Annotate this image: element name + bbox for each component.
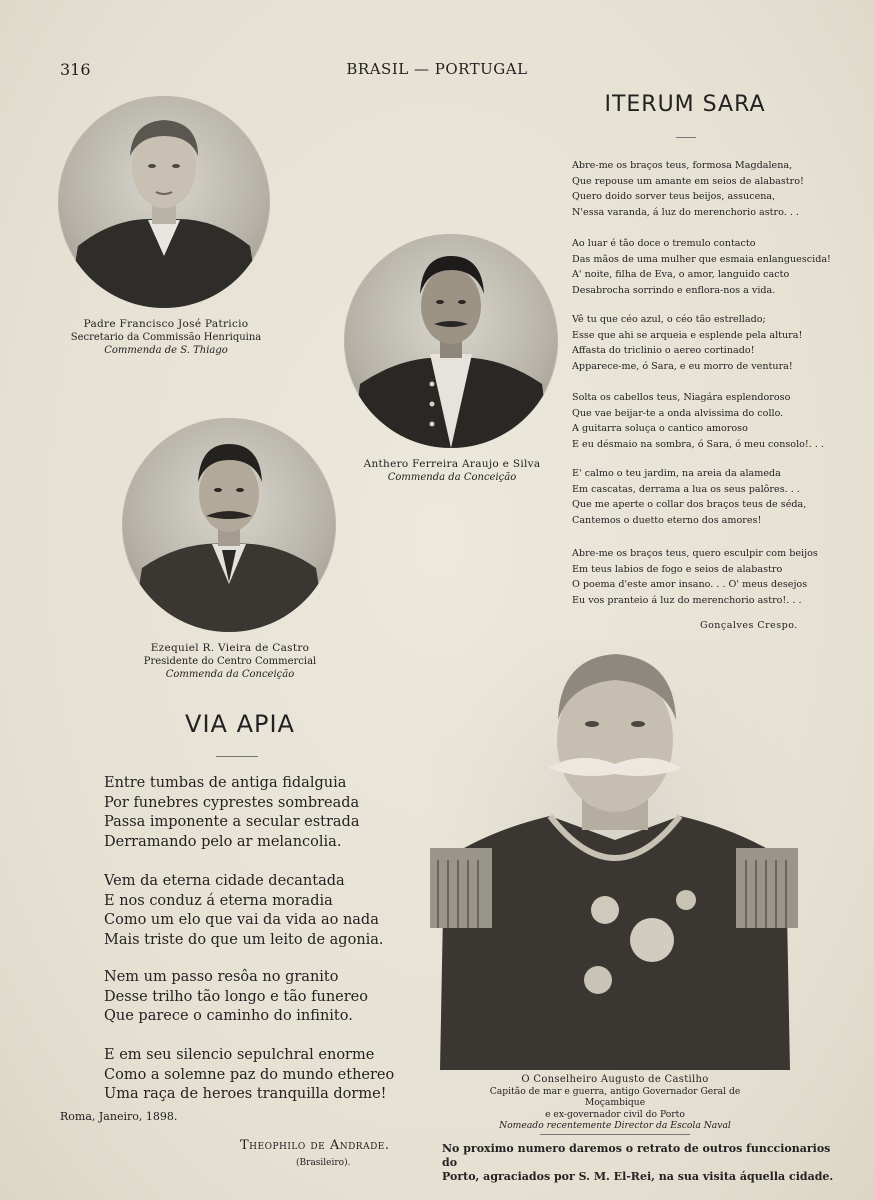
caption-role: Presidente do Centro Commercial	[143, 656, 317, 667]
verse-line: E' calmo o teu jardim, na areia da alameda	[572, 468, 781, 479]
caption-award: Commenda da Conceição	[387, 472, 517, 483]
portrait-ezequiel	[122, 418, 336, 632]
caption-name: Padre Francisco José Patricio	[83, 318, 249, 330]
caption-name: Ezequiel R. Vieira de Castro	[150, 642, 310, 654]
verse-line: E nos conduz á eterna moradia	[104, 892, 333, 909]
verse-line: Ao luar é tão doce o tremulo contacto	[572, 238, 756, 249]
verse-line: Desabrocha sorrindo e enflora-nos a vida.	[572, 284, 776, 296]
caption-role: Secretario da Commissão Henriquina	[70, 332, 262, 343]
verse-line: Que me aperte o collar dos braços teus de séda,	[572, 499, 807, 510]
verse-line: Que repouse um amante em seios de alabastro!	[572, 175, 804, 187]
verse-line: Que parece o caminho do infinito.	[104, 1008, 353, 1025]
caption-castilho	[470, 1074, 760, 1132]
verse-line: Vê tu que céo azul, o céo tão estrellado;	[572, 314, 766, 325]
caption-award: Nomeado recentemente Director da Escola Naval	[499, 1120, 731, 1131]
verse-line: Nem um passo resôa no granito	[104, 969, 339, 985]
apia-stanza-3	[104, 968, 404, 1027]
verse-line: Abre-me os braços teus, quero esculpir com beijos	[572, 548, 818, 559]
verse-line: Cantemos o duetto eterno dos amores!	[572, 514, 762, 526]
verse-line: Entre tumbas de antiga fidalguia	[104, 775, 347, 791]
sara-stanza-2	[572, 236, 831, 298]
verse-line: Apparece-me, ó Sara, e eu morro de ventura!	[572, 360, 793, 372]
verse-line: E em seu silencio sepulchral enorme	[104, 1047, 375, 1063]
caption-award: Commenda da Conceição	[165, 669, 295, 680]
apia-stanza-1	[104, 774, 404, 852]
verse-line: Eu vos pranteio á luz do merenchorio astro!. . .	[572, 594, 802, 606]
caption-name: Anthero Ferreira Araujo e Silva	[363, 458, 541, 470]
verse-line: Uma raça de heroes tranquilla dorme!	[104, 1086, 387, 1103]
sara-author: Gonçalves Crespo.	[700, 620, 798, 631]
verse-line: Por funebres cyprestes sombreada	[104, 794, 360, 811]
portrait-anthero-image	[344, 234, 558, 448]
verse-line: N'essa varanda, á luz do merenchorio astro. . .	[572, 206, 799, 218]
verse-line: Esse que ahi se arqueia e esplende pela altura!	[572, 329, 803, 341]
apia-stanza-2	[104, 872, 404, 950]
via-apia-title: VIA APIA	[185, 710, 295, 738]
portrait-patricio	[58, 96, 270, 308]
verse-line: Vem da eterna cidade decantada	[104, 873, 345, 889]
verse-line: O poema d'este amor insano. . . O' meus desejos	[572, 579, 808, 590]
portrait-ezequiel-image	[122, 418, 336, 632]
verse-line: Passa imponente a secular estrada	[104, 814, 360, 831]
caption-name: O Conselheiro Augusto de Castilho	[521, 1074, 709, 1085]
verse-line: Desse trilho tão longo e tão funereo	[104, 988, 368, 1005]
page-number: 316	[60, 60, 91, 79]
verse-line: A' noite, filha de Eva, o amor, languido cacto	[572, 269, 790, 280]
notice-line: No proximo numero daremos o retrato de outros funccionarios do	[442, 1142, 831, 1169]
notice-divider	[540, 1134, 690, 1135]
caption-award: Commenda de S. Thiago	[104, 345, 228, 356]
caption-ezequiel	[122, 642, 338, 681]
next-issue-notice	[442, 1142, 842, 1184]
portrait-castilho-image	[430, 640, 800, 1070]
verse-line: Affasta do triclinio o aereo cortinado!	[572, 345, 755, 356]
caption-role: Capitão de mar e guerra, antigo Governador Geral de Moçambique	[489, 1085, 741, 1108]
sara-stanza-3	[572, 312, 822, 374]
verse-line: Que vae beijar-te a onda alvissima do collo.	[572, 407, 784, 419]
sara-stanza-5	[572, 466, 822, 528]
verse-line: Como um elo que vai da vida ao nada	[104, 912, 379, 929]
apia-author: Theophilo de Andrade.	[240, 1138, 390, 1153]
verse-line: Abre-me os braços teus, formosa Magdalena,	[572, 160, 793, 171]
caption-role-cont: e ex-governador civil do Porto	[545, 1108, 685, 1120]
portrait-castilho	[430, 640, 800, 1070]
apia-author-note: (Brasileiro).	[296, 1158, 351, 1168]
verse-line: Em cascatas, derrama a lua os seus palôres. . .	[572, 483, 800, 495]
caption-anthero	[344, 458, 560, 484]
portrait-anthero	[344, 234, 558, 448]
verse-line: Solta os cabellos teus, Niagára esplendoroso	[572, 392, 791, 403]
portrait-patricio-image	[58, 96, 270, 308]
title-divider	[216, 756, 258, 757]
verse-line: Derramando pelo ar melancolia.	[104, 833, 342, 850]
journal-title: BRASIL — PORTUGAL	[346, 60, 528, 78]
verse-line: A guitarra soluça o cantico amoroso	[572, 423, 748, 434]
title-divider	[676, 137, 696, 138]
caption-patricio	[58, 318, 274, 357]
verse-line: Mais triste do que um leito de agonia.	[104, 931, 384, 948]
verse-line: Das mãos de uma mulher que esmaia enlanguescida!	[572, 253, 831, 265]
sara-stanza-6	[572, 546, 822, 608]
apia-stanza-4	[104, 1046, 404, 1105]
verse-line: Como a solemne paz do mundo ethereo	[104, 1066, 395, 1083]
iterum-sara-title: ITERUM SARA	[604, 92, 766, 117]
apia-place-date: Roma, Janeiro, 1898.	[60, 1110, 178, 1123]
sara-stanza-4	[572, 390, 825, 452]
notice-line: Porto, agraciados por S. M. El-Rei, na sua visita áquella cidade.	[442, 1170, 834, 1183]
sara-stanza-1	[572, 158, 822, 220]
verse-line: Quero doido sorver teus beijos, assucena,	[572, 191, 776, 202]
verse-line: E eu désmaio na sombra, ó Sara, ó meu consolo!. . .	[572, 438, 825, 450]
verse-line: Em teus labios de fogo e seios de alabastro	[572, 563, 783, 575]
